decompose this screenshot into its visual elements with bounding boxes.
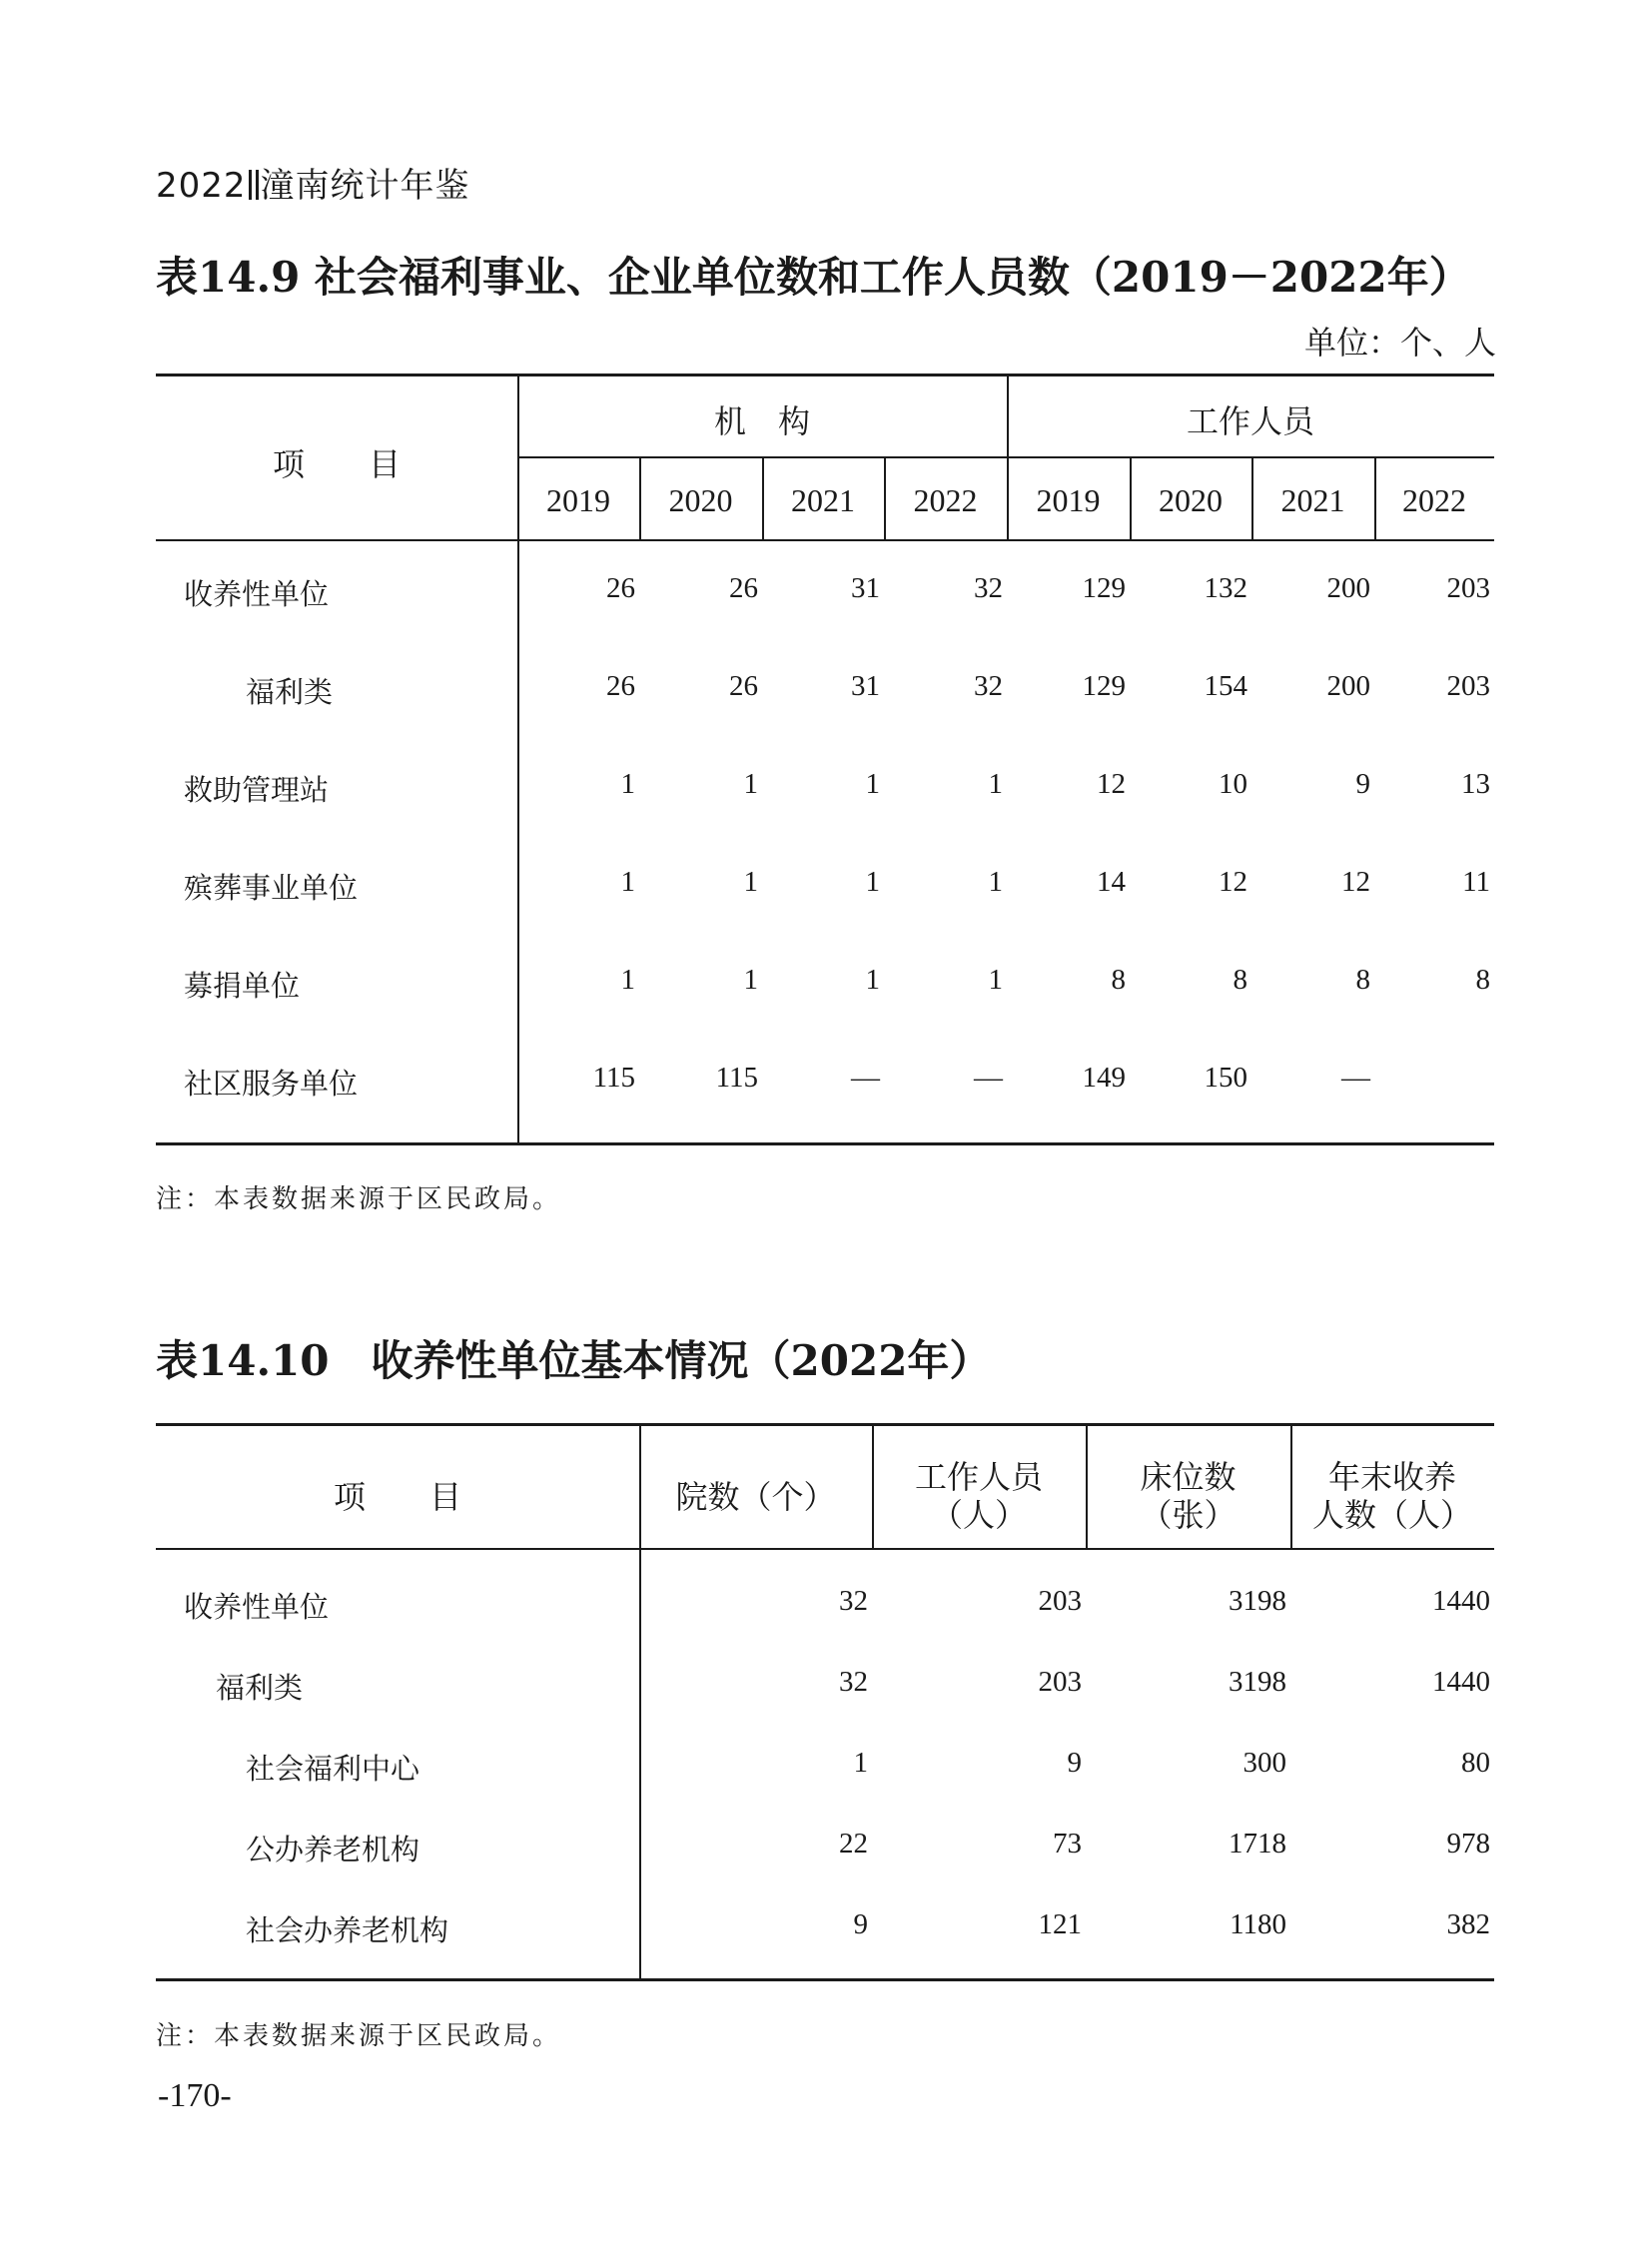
table1-bottom-rule (156, 1142, 1494, 1145)
table2-cell: 300 (1242, 1747, 1286, 1779)
table2-row-label: 福利类 (216, 1671, 304, 1705)
table2-row-label: 社会办养老机构 (246, 1913, 449, 1947)
table2-cell: 203 (1038, 1666, 1082, 1698)
table1-cell: 32 (974, 670, 1003, 702)
table2-cell: 3198 (1229, 1585, 1286, 1617)
table1-cell: 129 (1082, 572, 1126, 604)
table1-cell: 1 (620, 964, 635, 996)
table2-cell: 80 (1461, 1747, 1490, 1779)
table2-column-header-unit: （张） (1140, 1496, 1237, 1534)
header-divider (256, 170, 259, 200)
table1-cell: — (1341, 1062, 1370, 1094)
table2-cell: 73 (1053, 1828, 1082, 1860)
table2-item-header: 项 目 (333, 1478, 461, 1516)
table1-cell: 12 (1097, 768, 1126, 800)
table2-cell: 203 (1038, 1585, 1082, 1617)
running-header (156, 158, 470, 207)
table1-cell: 1 (988, 866, 1003, 898)
table1-cell: 9 (1355, 768, 1370, 800)
table2-column-header: 院数（个） (675, 1478, 836, 1516)
table1-cell: 154 (1204, 670, 1247, 702)
table1-cell: 1 (743, 964, 758, 996)
header-divider (249, 170, 252, 200)
table1-cell: 1 (865, 768, 880, 800)
header-book-title: 潼南统计年鉴 (260, 166, 470, 206)
table1-year-header: 2019 (1036, 482, 1101, 518)
table1-note: 注：本表数据来源于区民政局。 (156, 1184, 562, 1214)
table1-cell: 26 (729, 572, 758, 604)
table2-cell: 1440 (1432, 1585, 1490, 1617)
table1-group-subrule (517, 456, 1494, 458)
table1-cell: 149 (1082, 1062, 1126, 1094)
table1-year-header: 2022 (913, 482, 978, 518)
table1-cell: 200 (1326, 670, 1370, 702)
table2-cell: 32 (839, 1666, 868, 1698)
table2-bottom-rule (156, 1978, 1494, 1981)
table1-unit: 单位：个、人 (1303, 324, 1496, 362)
table2-row-label: 公办养老机构 (246, 1833, 420, 1867)
table1-cell: 10 (1219, 768, 1247, 800)
table1-row-label: 收养性单位 (184, 577, 330, 611)
table2-cell: 22 (839, 1828, 868, 1860)
table1-cell: 26 (606, 670, 635, 702)
table2-header-rule (156, 1548, 1494, 1550)
table1-cell: 1 (865, 964, 880, 996)
table2-cell: 3198 (1229, 1666, 1286, 1698)
table2-column-header: 床位数 (1140, 1458, 1237, 1496)
table1-cell: 31 (851, 572, 880, 604)
table1-cell: 12 (1219, 866, 1247, 898)
table1-item-header: 项 目 (272, 445, 401, 483)
table1-cell: 31 (851, 670, 880, 702)
table1-row-label: 救助管理站 (184, 773, 330, 807)
table2-cell: 1 (853, 1747, 868, 1779)
table1-year-header: 2021 (791, 482, 855, 518)
table2-cell: 121 (1038, 1908, 1082, 1940)
table2-title: 表14.10 收养性单位基本情况（2022年） (156, 1336, 992, 1385)
table1-year-header: 2021 (1280, 482, 1345, 518)
table2-row-label: 收养性单位 (184, 1590, 330, 1624)
table1-cell: 8 (1475, 964, 1490, 996)
page-number: -170- (158, 2077, 232, 2114)
table1-cell: 13 (1461, 768, 1490, 800)
table1-header-rule (156, 539, 1494, 541)
table1-group-header-staff: 工作人员 (1186, 402, 1314, 440)
table1-row-label: 募捐单位 (184, 969, 301, 1003)
table2-cell: 32 (839, 1585, 868, 1617)
table1-cell: 26 (729, 670, 758, 702)
table1-year-header: 2020 (668, 482, 733, 518)
table2-cell: 1180 (1230, 1908, 1286, 1940)
table2-cell: 382 (1446, 1908, 1490, 1940)
table1-year-header: 2020 (1159, 482, 1223, 518)
table1-group-header-institutions: 机 构 (713, 402, 810, 440)
table1-cell: 115 (715, 1062, 758, 1094)
table1-cell: 1 (620, 768, 635, 800)
table1-cell: 32 (974, 572, 1003, 604)
table1-cell: 1 (620, 866, 635, 898)
table2-row-label: 社会福利中心 (246, 1752, 420, 1786)
table1-title: 表14.9 社会福利事业、企业单位数和工作人员数（2019－2022年） (156, 253, 1471, 302)
table1-cell: — (851, 1062, 880, 1094)
table1-cell: 132 (1204, 572, 1247, 604)
table2-column-header-unit: 人数（人） (1311, 1496, 1472, 1534)
table2-column-header: 工作人员 (914, 1458, 1043, 1496)
table2-column-header: 年末收养 (1327, 1458, 1456, 1496)
table1-cell: 150 (1204, 1062, 1247, 1094)
header-year: 2022 (156, 166, 247, 206)
table2-cell: 9 (1067, 1747, 1082, 1779)
table2-note: 注：本表数据来源于区民政局。 (156, 2021, 562, 2051)
table1-cell: 1 (865, 866, 880, 898)
table2-cell: 978 (1446, 1828, 1490, 1860)
table1-cell: 8 (1111, 964, 1126, 996)
table1-cell: 26 (606, 572, 635, 604)
table1-cell: 200 (1326, 572, 1370, 604)
table1-cell: 14 (1097, 866, 1126, 898)
table1-cell: 11 (1462, 866, 1490, 898)
table1-cell: 1 (988, 964, 1003, 996)
table1-top-rule (156, 374, 1494, 376)
table2-cell: 9 (853, 1908, 868, 1940)
table1-year-header: 2019 (546, 482, 610, 518)
table1-cell: 1 (743, 768, 758, 800)
table2-cell: 1440 (1432, 1666, 1490, 1698)
table2-column-header-unit: （人） (930, 1496, 1027, 1534)
table2-cell: 1718 (1229, 1828, 1286, 1860)
table1-year-header: 2022 (1402, 482, 1466, 518)
table1-cell: 129 (1082, 670, 1126, 702)
table1-cell: 115 (592, 1062, 635, 1094)
table1-cell: 8 (1355, 964, 1370, 996)
table1-cell: 1 (988, 768, 1003, 800)
table1-cell: 203 (1446, 572, 1490, 604)
table1-cell: 8 (1233, 964, 1247, 996)
table1-cell: 1 (743, 866, 758, 898)
table1-cell: — (974, 1062, 1003, 1094)
table1-cell: 12 (1341, 866, 1370, 898)
table1-row-label: 福利类 (246, 675, 334, 709)
table1-row-label: 社区服务单位 (184, 1067, 359, 1101)
table2-top-rule (156, 1423, 1494, 1426)
table1-row-label: 殡葬事业单位 (184, 871, 359, 905)
table1-cell: 203 (1446, 670, 1490, 702)
